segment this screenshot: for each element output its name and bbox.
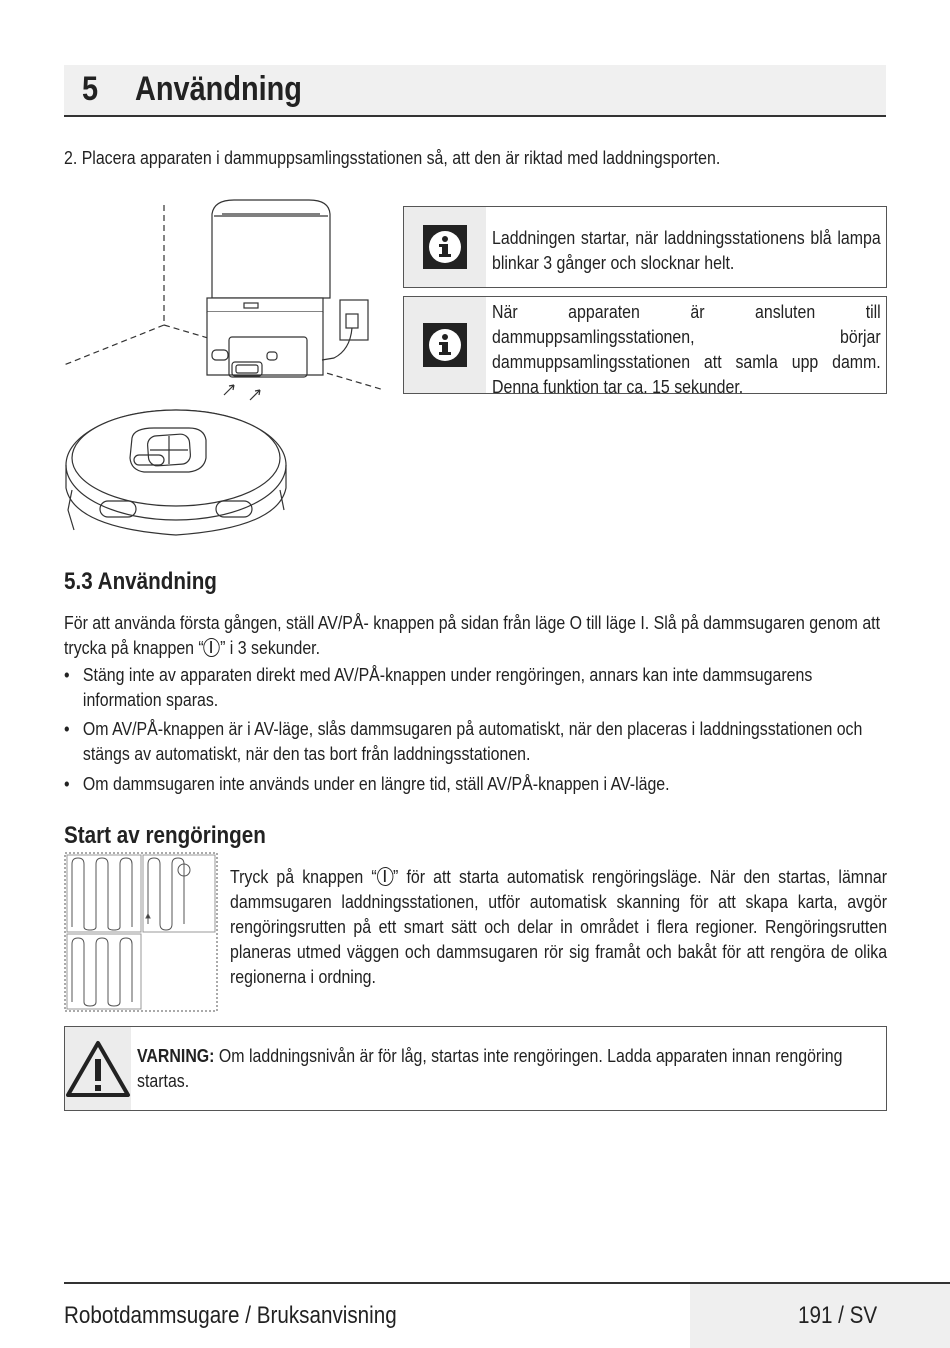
note-box-dust-station [403,296,887,397]
cleaning-route-diagram [64,852,218,1012]
info-icon [404,207,486,287]
section-intro: För att använda första gången, ställ AV/PÅ- knappen på sidan från läge O till läge I. Slå på dammsugaren genom att trycka på knappen “ ” i 3 sekunder. [64,612,881,658]
list-item: • Om AV/PÅ-knappen är i AV-läge, slås dammsugaren på automatiskt, när den placeras i laddningsstationen och stängs av automatiskt, när den tas bort från laddningsstationen. [64,718,863,764]
section-heading: Start av rengöringen [64,822,266,849]
power-icon [377,867,393,886]
list-item: • Om dammsugaren inte används under en längre tid, ställ AV/PÅ-knappen i AV-läge. [64,773,670,794]
section-heading: 5.3 Användning [64,568,217,595]
warning-box [64,1026,887,1111]
list-item: • Stäng inte av apparaten direkt med AV/PÅ-knappen under rengöringen, annars kan inte dammsugarens information sparas. [64,664,813,710]
start-text: Tryck på knappen “ ” för att starta automatisk rengöringsläge. När den startas, lämnar dammsugaren laddningsstationen, utför automatisk skanning för att skapa karta, avgör rengöringsrutten på ett smart sätt och delar in området i flera regioner. Rengöringsrutten planeras utmed väggen och dammsugaren rör sig framåt och bakåt för att rengöra de olika regionerna i ordning. [230,866,888,987]
step-2-text: 2. Placera apparaten i dammuppsamlingsstationen så, att den är riktad med laddningsporten. [64,147,721,168]
warning-label: VARNING: [137,1045,215,1066]
note-text: När apparaten är ansluten till dammuppsamlingsstationen, börjar dammuppsamlingsstationen att samla upp damm. Denna funktion tar ca. 15 sekunder. [492,301,881,397]
page-number: 191 / SV [798,1302,878,1329]
chapter-title: Användning [135,70,302,108]
note-box-charging [403,206,887,288]
chapter-number: 5 [82,70,99,108]
warning-text: Om laddningsnivån är för låg, startas inte rengöringen. Ladda apparaten innan rengöring startas. [137,1045,843,1091]
footer-title: Robotdammsugare / Bruksanvisning [64,1302,397,1329]
warning-triangle-icon [65,1027,131,1110]
robot-station-illustration [64,190,394,545]
power-icon [204,638,220,657]
info-icon [404,297,486,393]
note-text: Laddningen startar, när laddningsstationens blå lampa blinkar 3 gånger och slocknar helt. [492,227,881,273]
